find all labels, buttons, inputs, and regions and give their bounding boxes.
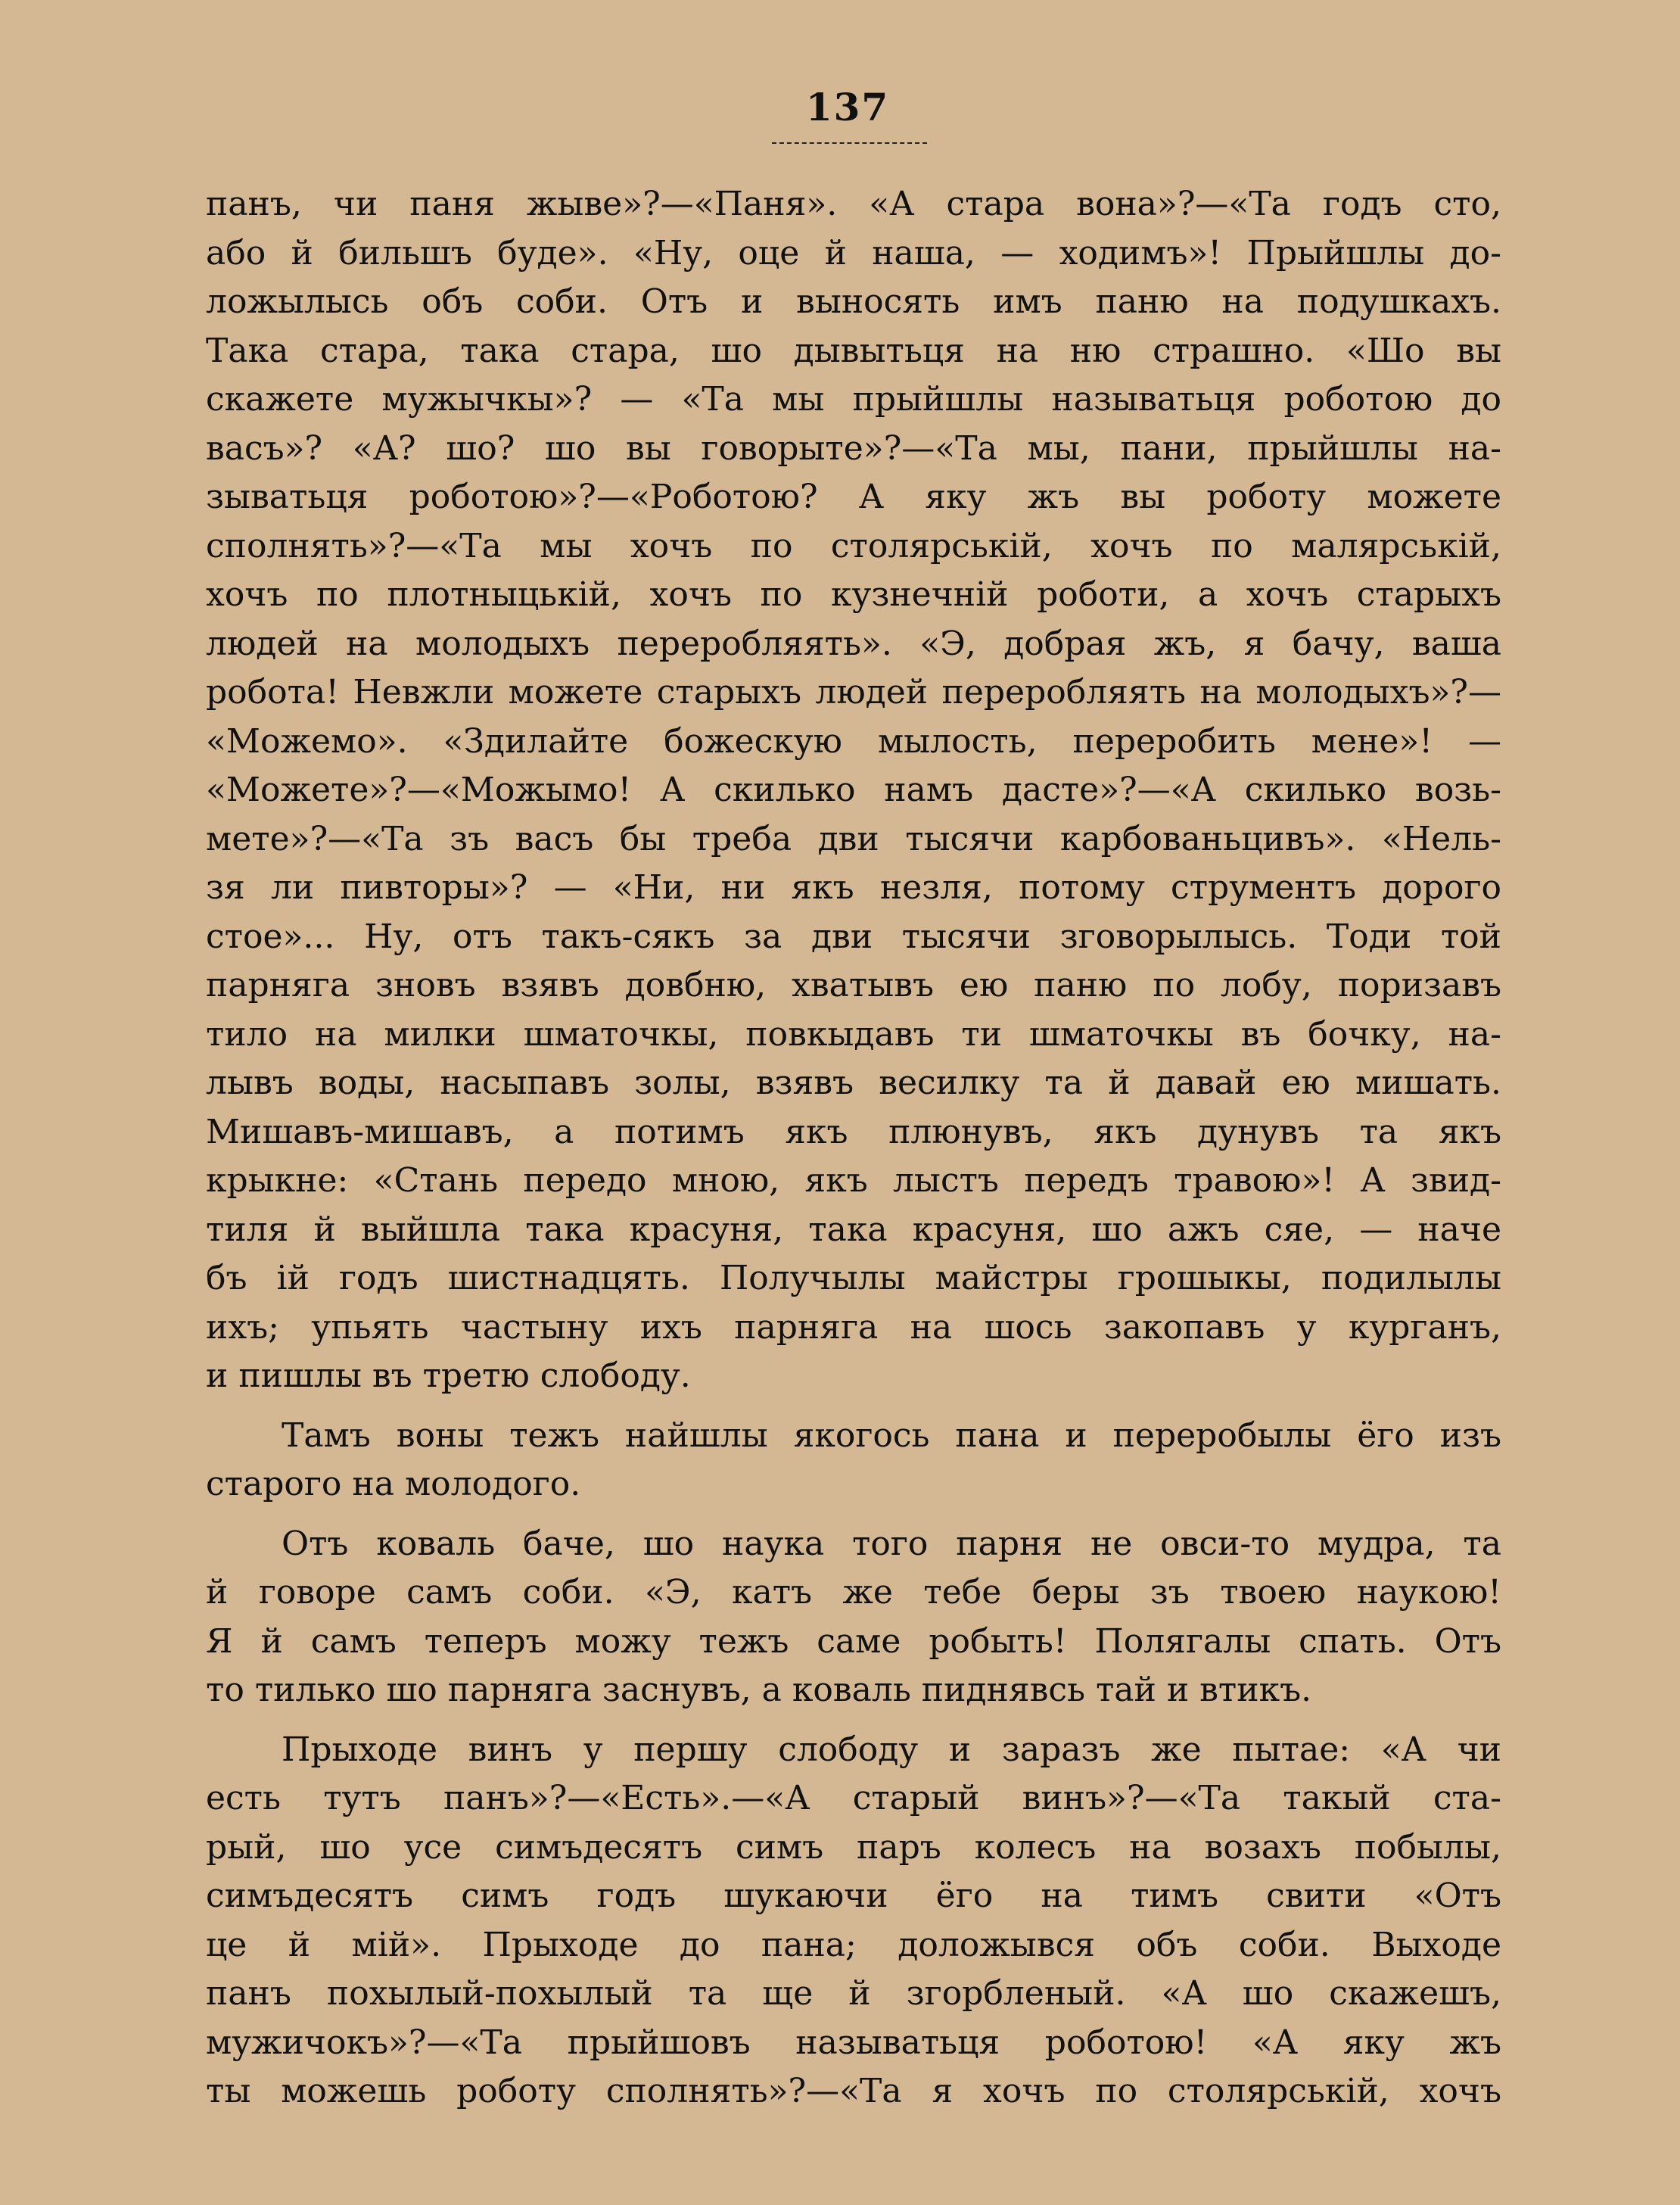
text-line: ихъ; упьять частыну ихъ парняга на шось закопавъ у курганъ, (206, 1308, 1501, 1347)
text-line: панъ, чи паня жыве»?—«Паня». «А стара вона»?—«Та годъ сто, (206, 185, 1501, 223)
text-line: й говоре самъ соби. «Э, катъ же тебе беры зъ твоею наукою! (206, 1573, 1501, 1612)
text-line: ты можешь роботу сполнять»?—«Та я хочъ по столярськiй, хочъ (206, 2072, 1501, 2110)
text-line: зыватьця роботою»?—«Роботою? А яку жъ вы роботу можете (206, 478, 1501, 516)
text-line: «Можемо». «Здилайте божескую мылость, переробить мене»! — (206, 722, 1501, 761)
text-line: мужичокъ»?—«Та прыйшовъ называтьця роботою! «А яку жъ (206, 2023, 1501, 2062)
text-line: Отъ коваль баче, шо наука того парня не овси-то мудра, та (282, 1525, 1501, 1563)
text-line: стое»... Ну, отъ такъ-сякъ за дви тысячи зговорылысь. Тоди той (206, 917, 1501, 956)
text-line: «Можете»?—«Можымо! А скилько намъ дасте»?—«А скилько возь- (206, 771, 1501, 809)
text-line: рый, шо усе симъдесятъ симъ паръ колесъ на возахъ побылы, (206, 1828, 1501, 1867)
text-line: тиля й выйшла така красуня, така красуня, шо ажъ сяе, — наче (206, 1210, 1501, 1249)
text-line: це й мiй». Прыходе до пана; доложывся объ соби. Выходе (206, 1926, 1501, 1964)
text-line: або й бильшъ буде». «Ну, оце й наша, — ходимъ»! Прыйшлы до- (206, 234, 1501, 273)
text-line: хочъ по плотныцькiй, хочъ по кузнечнiй роботи, а хочъ старыхъ (206, 575, 1501, 614)
text-line: крыкне: «Стань передо мною, якъ лыстъ передъ травою»! А звид- (206, 1161, 1501, 1200)
text-line: панъ похылый-похылый та ще й згорбленый. «А шо скажешъ, (206, 1974, 1501, 2013)
text-line: и пишлы въ третю слободу. (206, 1356, 691, 1395)
text-line: симъдесятъ симъ годъ шукаючи ёго на тимъ свити «Отъ (206, 1876, 1501, 1915)
text-line: ложылысь объ соби. Отъ и выносять имъ паню на подушкахъ. (206, 282, 1501, 321)
text-line: сполнять»?—«Та мы хочъ по столярськiй, хочъ по малярськiй, (206, 527, 1501, 565)
text-line: зя ли пивторы»? — «Ни, ни якъ незля, потому струментъ дорого (206, 868, 1501, 907)
text-line: старого на молодого. (206, 1465, 581, 1503)
text-line: лывъ воды, насыпавъ золы, взявъ весилку та й давай ею мишать. (206, 1064, 1501, 1102)
text-line: робота! Невжли можете старыхъ людей переробляять на молодыхъ»?— (206, 673, 1501, 712)
text-line: Тамъ воны тежъ найшлы якогось пана и переробылы ёго изъ (282, 1416, 1501, 1455)
text-line: Мишавъ-мишавъ, а потимъ якъ плюнувъ, якъ дунувъ та якъ (206, 1113, 1501, 1151)
text-line: то тилько шо парняга заснувъ, а коваль пиднявсь тай и втикъ. (206, 1671, 1312, 1709)
text-line: бъ iй годъ шистнадцять. Получылы майстры грошыкы, подилылы (206, 1259, 1501, 1297)
text-line: Прыходе винъ у першу слободу и заразъ же пытае: «А чи (282, 1730, 1501, 1769)
text-line: парняга зновъ взявъ довбню, хватывъ ею паню по лобу, поризавъ (206, 966, 1501, 1004)
text-line: васъ»? «А? шо? шо вы говорыте»?—«Та мы, пани, прыйшлы на- (206, 429, 1501, 468)
page-number: 137 (805, 85, 890, 129)
text-line: есть тутъ панъ»?—«Есть».—«А старый винъ»?—«Та такый ста- (206, 1779, 1501, 1817)
text-line: Я й самъ теперъ можу тежъ саме робыть! Полягалы спать. Отъ (206, 1622, 1501, 1661)
text-line: людей на молодыхъ переробляять». «Э, добрая жъ, я бачу, ваша (206, 624, 1501, 663)
page-number-rule (772, 142, 927, 144)
text-line: мете»?—«Та зъ васъ бы треба дви тысячи карбованьцивъ». «Нель- (206, 820, 1501, 858)
text-line: Така стара, така стара, шо дывытьця на ню страшно. «Шо вы (206, 332, 1501, 370)
text-line: скажете мужычкы»? — «Та мы прыйшлы называтьця роботою до (206, 380, 1501, 419)
text-line: тило на милки шматочкы, повкыдавъ ти шматочкы въ бочку, на- (206, 1015, 1501, 1054)
